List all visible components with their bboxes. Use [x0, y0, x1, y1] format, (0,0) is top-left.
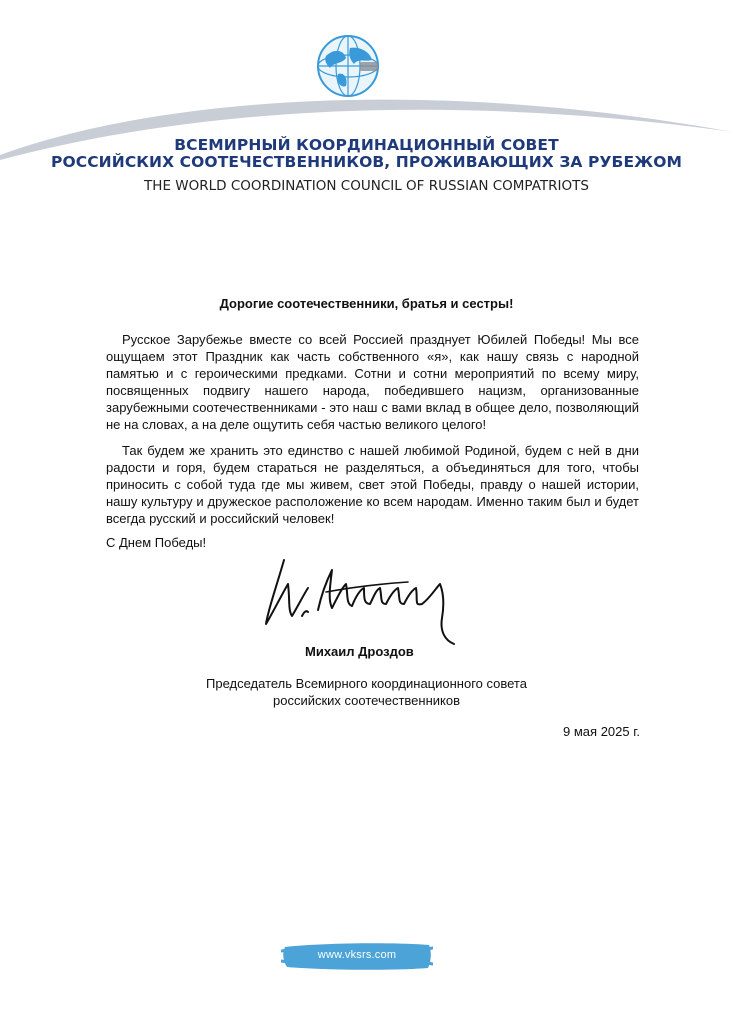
- letter-greeting: Дорогие соотечественники, братья и сестры!: [219, 296, 514, 311]
- letter-closing: С Днем Победы!: [106, 535, 207, 550]
- org-name-en: THE WORLD COORDINATION COUNCIL OF RUSSIAN COMPATRIOTS: [144, 178, 589, 194]
- signer-title-line2: российских соотечественников: [272, 693, 460, 708]
- handwritten-signature: [258, 548, 468, 648]
- letter-date: 9 мая 2025 г.: [563, 724, 640, 739]
- website-banner: [281, 941, 433, 971]
- signer-title: [0, 675, 733, 709]
- signer-title-line1: Председатель Всемирного координационного совета: [206, 676, 527, 691]
- website-link[interactable]: www.vksrs.com: [317, 949, 397, 961]
- letter-paragraph-1: Русское Зарубежье вместе со всей Россией празднует Юбилей Победы! Мы все ощущаем этот Праздник как часть собственного «я», как нашу связь с народной памятью и с героическими предками. Сотни и сотни мероприятий по всему миру, посвященных подвигу нашего народа, победившего нацизм, организованные зарубежными соотечественниками - это наш с вами вклад в общее дело, позволяющий не на словах, а на деле ощутить себя частью великого целого!: [106, 332, 639, 432]
- org-name-ru-line1: ВСЕМИРНЫЙ КООРДИНАЦИОННЫЙ СОВЕТ: [174, 136, 559, 154]
- globe-logo: [316, 34, 380, 98]
- signer-name: Михаил Дроздов: [305, 644, 414, 659]
- letter-paragraph-2: Так будем же хранить это единство с нашей любимой Родиной, будем с ней в дни радости и горя, будем стараться не разделяться, а объединяться для того, чтобы приносить с собой туда где мы живем, свет этой Победы, правду о нашей истории, нашу культуру и дружеское расположение ко всем народам. Именно таким был и будет всегда русский и российский человек!: [106, 443, 639, 526]
- org-name-ru-line2: РОССИЙСКИХ СООТЕЧЕСТВЕННИКОВ, ПРОЖИВАЮЩИХ ЗА РУБЕЖОМ: [50, 153, 683, 171]
